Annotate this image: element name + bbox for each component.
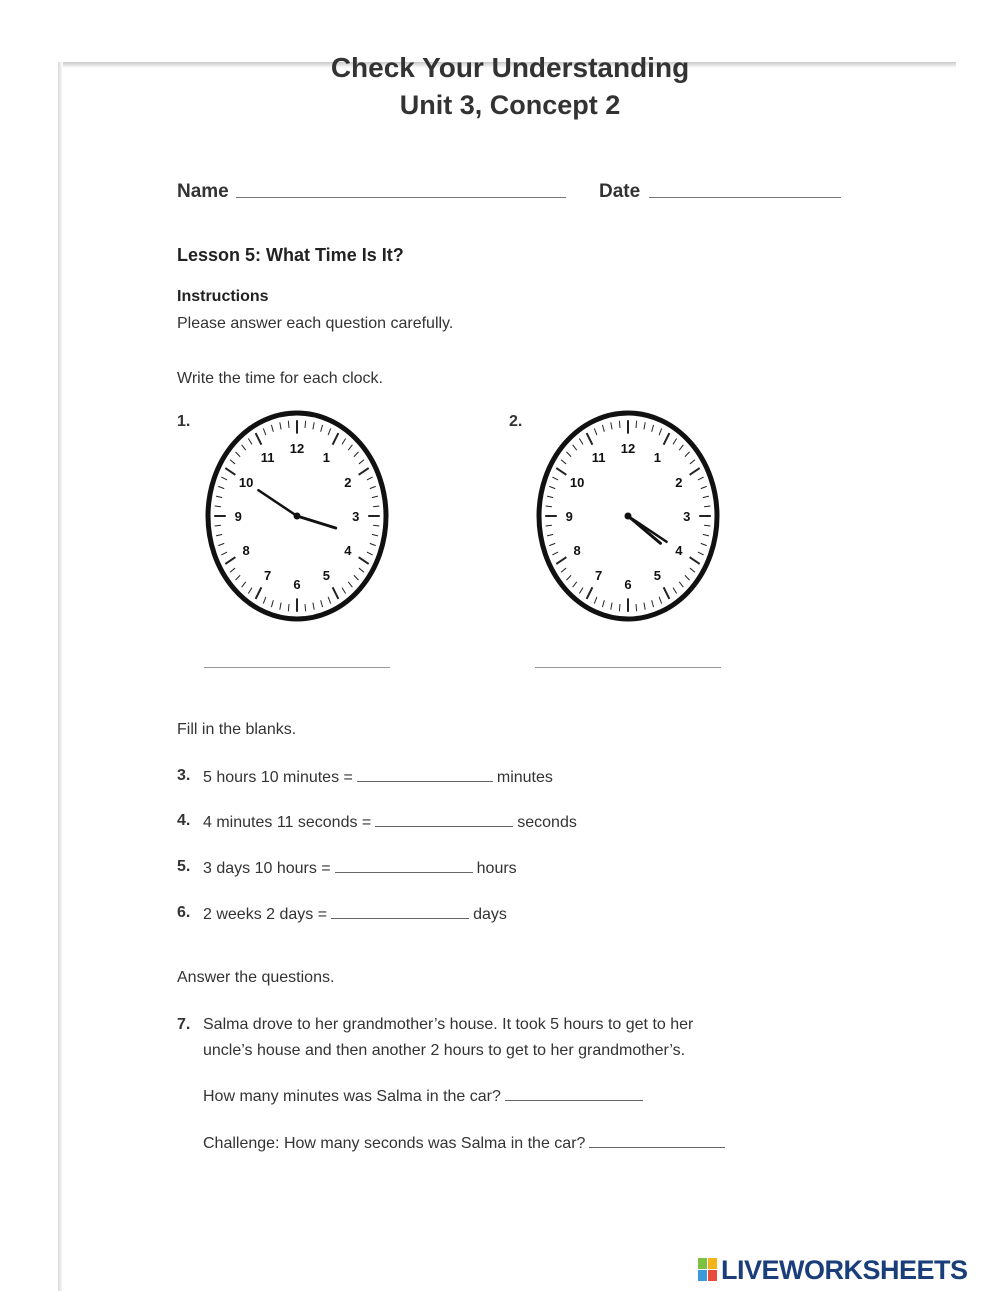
- question-7-line-1: Salma drove to her grandmother’s house. It took 5 hours to get to her: [203, 1016, 694, 1033]
- clock-tick: [305, 604, 306, 611]
- clock-1-answer-field[interactable]: [204, 667, 390, 668]
- lesson-title: Lesson 5: What Time Is It?: [177, 245, 404, 265]
- page-left-edge: [58, 62, 63, 1291]
- item-6-number: 6.: [177, 904, 191, 921]
- questions-prompt: Answer the questions.: [177, 969, 335, 986]
- instructions-text: Please answer each question carefully.: [177, 315, 454, 332]
- item-4-row: [203, 812, 577, 832]
- clock-2-answer-field[interactable]: [535, 667, 721, 668]
- item-4-unit: seconds: [517, 814, 577, 831]
- clock-numeral: 1: [322, 450, 330, 466]
- item-6-expression: 2 weeks 2 days =: [203, 906, 328, 923]
- item-3-answer-field[interactable]: [357, 767, 493, 782]
- item-5-number: 5.: [177, 858, 191, 875]
- date-label: Date: [599, 181, 641, 202]
- fill-prompt: Fill in the blanks.: [177, 721, 297, 738]
- clock-numeral: 10: [238, 475, 254, 491]
- clock-numeral: 9: [565, 509, 573, 524]
- item-5-unit: hours: [476, 860, 517, 877]
- clock-numeral: 6: [624, 576, 632, 592]
- clock-numeral: 4: [344, 542, 352, 558]
- clock-numeral: 4: [675, 542, 683, 558]
- clock-center-pin: [625, 513, 632, 520]
- item-5-expression: 3 days 10 hours =: [203, 860, 331, 877]
- clock-numeral: 8: [573, 542, 581, 558]
- question-7-challenge-text: Challenge: How many seconds was Salma in the car?: [203, 1135, 586, 1152]
- question-7-minutes-row: [203, 1086, 647, 1106]
- clock-tick: [636, 604, 637, 611]
- clock-numeral: 3: [683, 509, 691, 524]
- item-3-row: [203, 767, 553, 787]
- item-3-number: 3.: [177, 767, 191, 784]
- clocks-prompt: Write the time for each clock.: [177, 370, 383, 387]
- date-field[interactable]: [649, 197, 841, 198]
- clock-numeral: 1: [653, 450, 661, 466]
- question-7-line-2: uncle’s house and then another 2 hours to get to her grandmother’s.: [203, 1042, 686, 1059]
- item-6-unit: days: [473, 906, 507, 923]
- item-4-expression: 4 minutes 11 seconds =: [203, 814, 372, 831]
- item-5-answer-field[interactable]: [335, 858, 473, 873]
- clock-numeral: 10: [569, 475, 585, 491]
- clock-numeral: 2: [675, 475, 683, 491]
- item-3-expression: 5 hours 10 minutes =: [203, 769, 353, 786]
- name-field[interactable]: [236, 197, 566, 198]
- clock-tick: [619, 421, 620, 428]
- clock-tick: [619, 604, 620, 611]
- item-4-number: 4.: [177, 812, 191, 829]
- liveworksheets-logo-text: LIVEWORKSHEETS: [721, 1254, 968, 1285]
- item-3-unit: minutes: [496, 769, 553, 786]
- name-label: Name: [177, 181, 229, 202]
- clock-1-number: 1.: [177, 413, 191, 430]
- clock-numeral: 2: [344, 475, 352, 491]
- clock-center-pin: [294, 513, 301, 520]
- clock-2-number: 2.: [509, 413, 523, 430]
- page-subtitle: Unit 3, Concept 2: [399, 90, 621, 120]
- item-6-answer-field[interactable]: [331, 904, 469, 919]
- clock-numeral: 7: [595, 567, 603, 583]
- question-7-minutes-text: How many minutes was Salma in the car?: [203, 1088, 501, 1105]
- clock-numeral: 8: [242, 542, 250, 558]
- clock-numeral: 5: [653, 567, 661, 583]
- clock-1: [204, 410, 390, 622]
- clock-numeral: 3: [352, 509, 360, 524]
- question-7-challenge-row: [203, 1133, 729, 1153]
- clock-numeral: 12: [620, 441, 636, 457]
- question-7-number: 7.: [177, 1016, 191, 1033]
- page-title: Check Your Understanding: [330, 52, 690, 83]
- clock-tick: [288, 421, 289, 428]
- clock-numeral: 9: [234, 509, 242, 524]
- item-5-row: [203, 858, 517, 878]
- instructions-heading: Instructions: [177, 288, 269, 305]
- clock-numeral: 5: [322, 567, 330, 583]
- clock-numeral: 11: [260, 450, 275, 466]
- liveworksheets-logo-icon: [698, 1258, 718, 1282]
- question-7-minutes-answer-field[interactable]: [505, 1086, 643, 1101]
- item-4-answer-field[interactable]: [375, 812, 513, 827]
- question-7-seconds-answer-field[interactable]: [589, 1133, 725, 1148]
- clock-tick: [288, 604, 289, 611]
- clock-tick: [636, 421, 637, 428]
- item-6-row: [203, 904, 507, 924]
- clock-2: [535, 410, 721, 622]
- clock-numeral: 7: [264, 567, 272, 583]
- clock-numeral: 6: [293, 576, 301, 592]
- clock-numeral: 12: [289, 441, 305, 457]
- clock-tick: [305, 421, 306, 428]
- liveworksheets-logo: [698, 1255, 968, 1285]
- clock-numeral: 11: [591, 450, 606, 466]
